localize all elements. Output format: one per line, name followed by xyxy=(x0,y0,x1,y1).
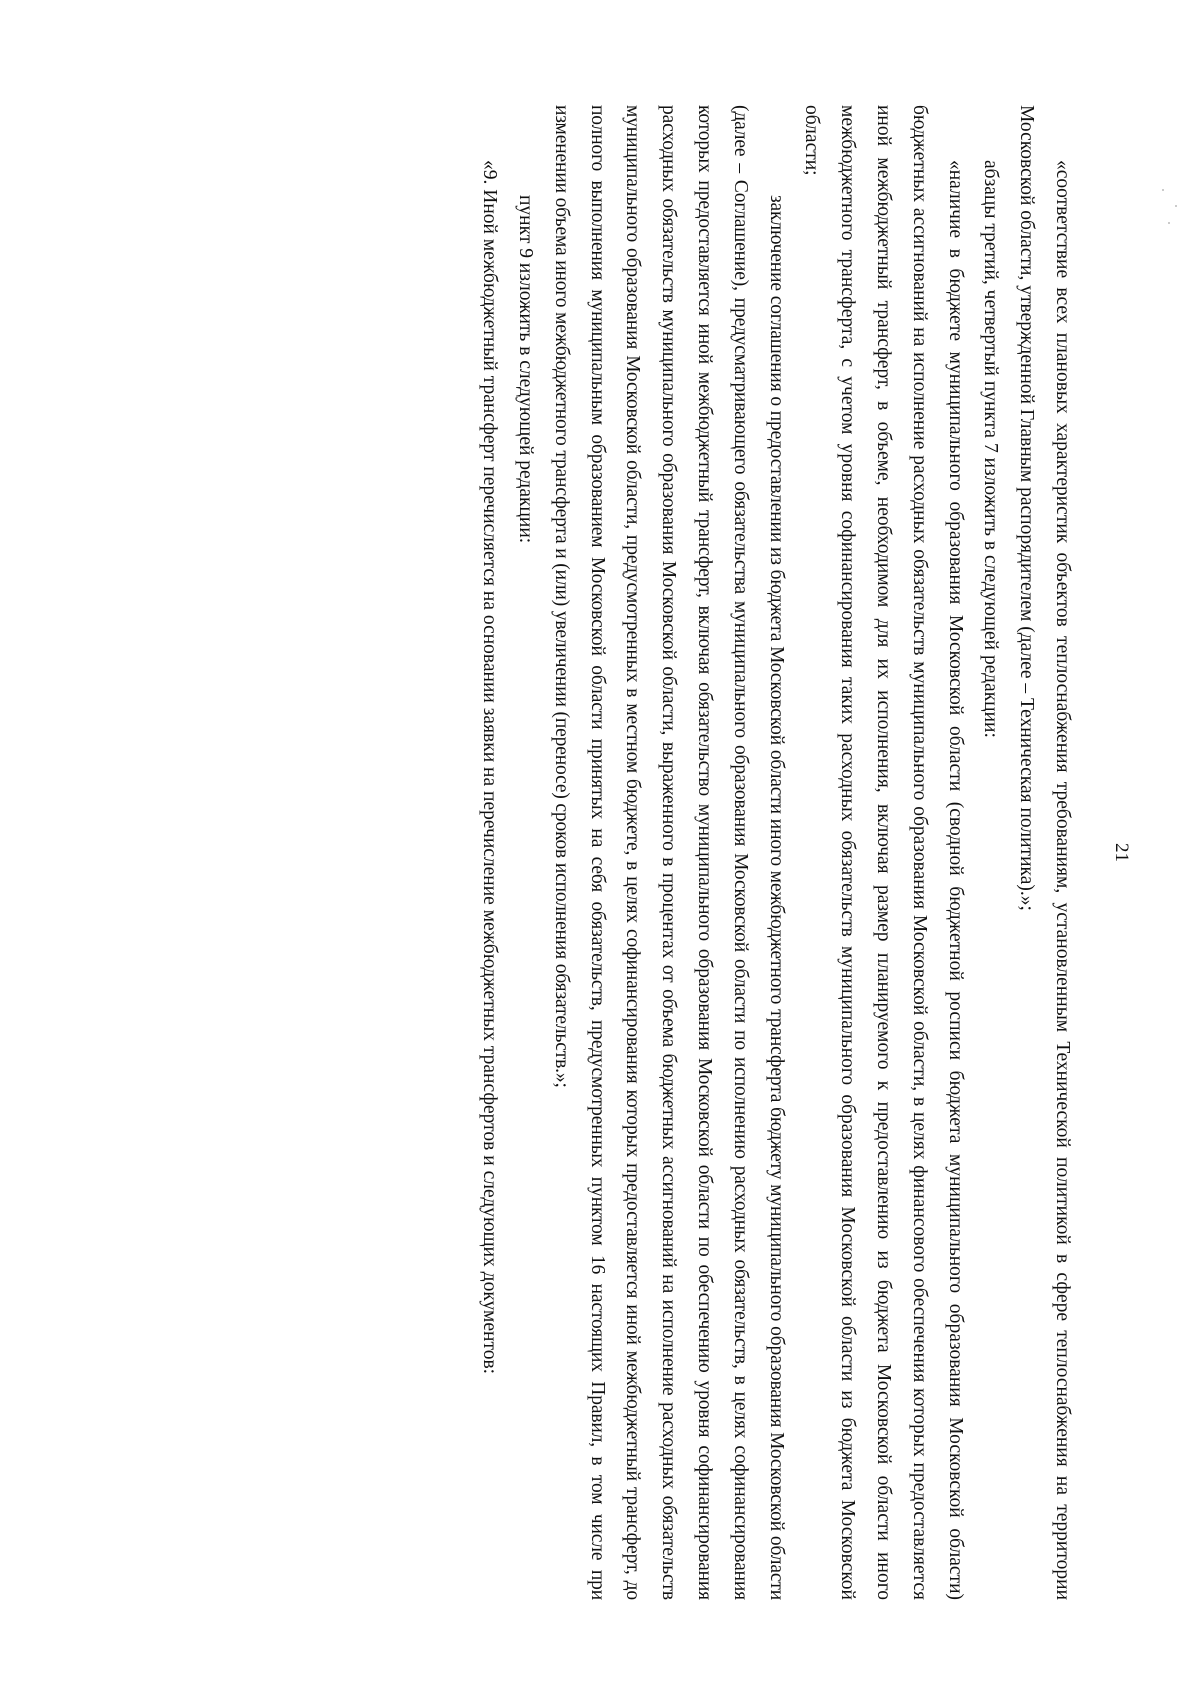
scan-speck xyxy=(1175,205,1177,207)
scan-speck xyxy=(1168,222,1170,224)
paragraph-item7-intro: абзацы третий, четвертый пункта 7 изложить в следующей редакции: xyxy=(980,160,1002,738)
paragraph-item9-text: «9. Иной межбюджетный трансферт перечисляется на основании заявки на перечисление межбюджетных трансфертов и следующих документов: xyxy=(479,160,501,1375)
page-number: 21 xyxy=(1111,843,1132,862)
rotated-content xyxy=(150,105,1132,1600)
paragraph-technical-policy: «соответствие всех плановых характеристик объектов теплоснабжения требованиям, установленным Технической политикой в сфере теплоснабжения на территории Московской области, утвержденной Главным распорядителем (далее – Техническая политика).»; xyxy=(1016,105,1073,1600)
scan-speck xyxy=(1162,189,1164,191)
paragraph-agreement: заключение соглашения о предоставлении из бюджета Московской области иного межбюджетного трансферта бюджету муниципального образования Московской области (далее – Соглашение), предусматривающего обязательства муниципального образования Московской области по исполнению расходных обязательств, в целях софинансирования которых предоставляется иной межбюджетный трансферт, включая обязательство муниципального образования Московской области по обеспечению уровня софинансирования расходных обязательств муниципального образования Московской области, выраженного в процентах от объема бюджетных ассигнований на исполнение расходных обязательств муниципального образования Московской области, предусмотренных в местном бюджете, в целях софинансирования которых предоставляется иной межбюджетный трансферт, до полного выполнения муниципальным образованием Московской области принятых на себя обязательств, предусмотренных пунктом 16 настоящих Правил, в том числе при изменении объема иного межбюджетного трансферта и (или) увеличении (переносе) сроков исполнения обязательств.»; xyxy=(550,105,787,1600)
paragraph-budget-availability: «наличие в бюджете муниципального образования Московской области (сводной бюджетной росписи бюджета муниципального образования Московской области) бюджетных ассигнований на исполнение расходных обязательств муниципального образования Московской области, в целях финансового обеспечения которых предоставляется иной межбюджетный трансферт, в объеме, необходимом для их исполнения, включая размер планируемого к предоставлению из бюджета Московской области иного межбюджетного трансферта, с учетом уровня софинансирования таких расходных обязательств муниципального образования Московской области из бюджета Московской области; xyxy=(801,105,966,1600)
paragraph-item9-intro: пункт 9 изложить в следующей редакции: xyxy=(515,195,537,544)
